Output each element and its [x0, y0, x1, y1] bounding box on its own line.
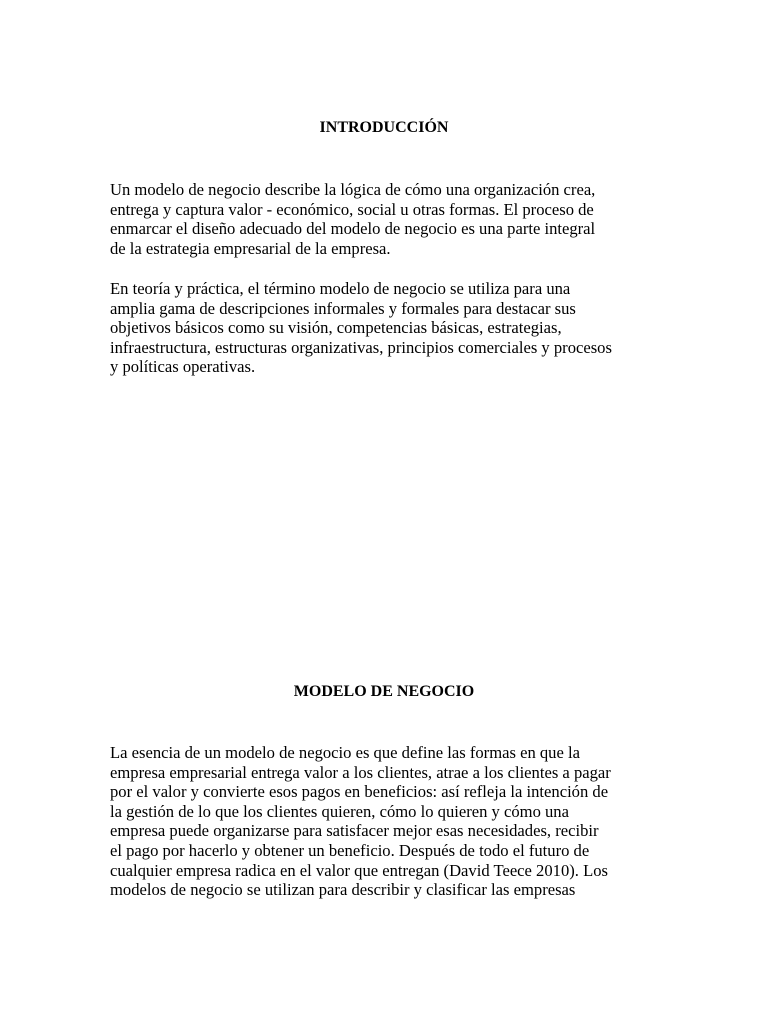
modelo-paragraph-1: La esencia de un modelo de negocio es que define las formas en que la empresa empresarial entrega valor a los clientes, atrae a los clientes a pagar por el valor y convierte esos pagos en beneficios: así refleja la intención de la gestión de lo que los clientes quieren, cómo lo quieren y cómo una empresa puede organizarse para satisfacer mejor esas necesidades, recibir el pago por hacerlo y obtener un beneficio. Después de todo el futuro de cualquier empresa radica en el valor que entregan (David Teece 2010). Los modelos de negocio se utilizan para describir y clasificar las empresas — [110, 743, 611, 900]
intro-paragraph-1: Un modelo de negocio describe la lógica de cómo una organización crea, entrega y captura valor - económico, social u otras formas. El proceso de enmarcar el diseño adecuado del modelo de negocio es una parte integral de la estrategia empresarial de la empresa. — [110, 180, 596, 258]
section-heading-modelo-de-negocio: MODELO DE NEGOCIO — [293, 683, 475, 700]
intro-paragraph-2: En teoría y práctica, el término modelo de negocio se utiliza para una amplia gama de descripciones informales y formales para destacar sus objetivos básicos como su visión, competencias básicas, estrategias, infraestructura, estructuras organizativas, principios comerciales y procesos y políticas operativas. — [110, 279, 612, 377]
section-heading-introduccion: INTRODUCCIÓN — [319, 119, 449, 136]
